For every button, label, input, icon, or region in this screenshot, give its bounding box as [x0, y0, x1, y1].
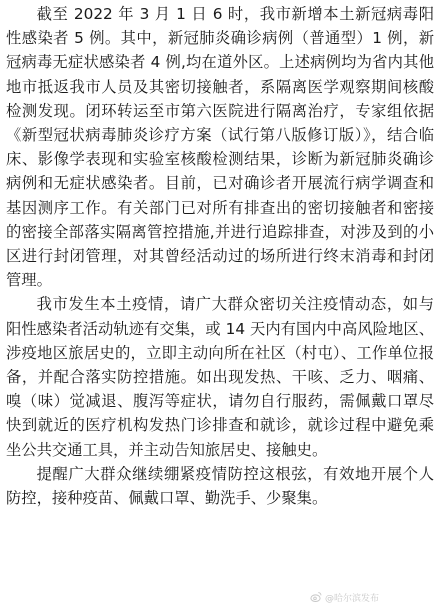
paragraph-public-notice: 我市发生本土疫情，请广大群众密切关注疫情动态，如与阳性感染者活动轨迹有交集，或 14 天内有国内中高风险地区、涉疫地区旅居史的，立即主动向所在社区（村屯）、工作单位报备，并配合落实防控措施。如出现发热、干咳、乏力、咽痛、嗅（味）觉减退、腹泻等症状，请勿自行服药，需佩戴口罩尽快到就近的医疗机构发热门诊排查和就诊，就诊过程中避免乘坐公共交通工具，并主动告知旅居史、接触史。	[6, 295, 434, 459]
watermark-text: @哈尔滨发布	[325, 593, 380, 604]
paragraph-reminder: 提醒广大群众继续绷紧疫情防控这根弦，有效地开展个人防控，接种疫苗、佩戴口罩、勤洗手、少聚集。	[6, 464, 434, 508]
weibo-logo-icon	[310, 591, 322, 603]
watermark	[310, 590, 379, 604]
paragraph-case-report: 截至 2022 年 3 月 1 日 6 时，我市新增本土新冠病毒阳性感染者 5 例。其中，新冠肺炎确诊病例（普通型）1 例，新冠病毒无症状感染者 4 例,均在道外区。上述病例均为省内其他地市抵返我市人员及其密切接触者，系隔离医学观察期间核酸检测发现。闭环转运至市第六医院进行隔离治疗，专家组依据《新型冠状病毒肺炎诊疗方案（试行第八版修订版）》，结合临床、影像学表现和实验室核酸检测结果，诊断为新冠肺炎确诊病例和无症状感染者。目前，已对确诊者开展流行病学调查和基因测序工作。有关部门已对所有排查出的密切接触者和密接的密接全部落实隔离管控措施,并进行追踪排查，对涉及到的小区进行封闭管理，对其曾经活动过的场所进行终末消毒和封闭管理。	[6, 5, 434, 290]
